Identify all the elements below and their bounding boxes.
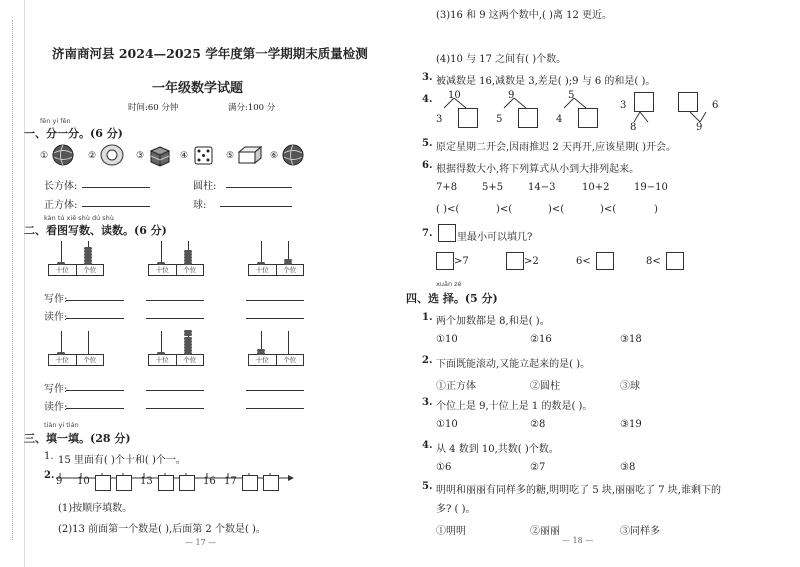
split-answer-box[interactable] xyxy=(678,92,698,112)
abacus-base xyxy=(48,354,104,366)
ones-place-label: 个位 xyxy=(183,266,197,274)
choice-option[interactable]: ③19 xyxy=(620,419,642,430)
split-answer-box[interactable] xyxy=(458,108,478,128)
number-ruler xyxy=(56,470,296,492)
s3-q1-number: 1. xyxy=(44,451,54,462)
abacus-bead xyxy=(57,352,65,355)
write-answer-line[interactable] xyxy=(66,291,124,301)
shape-marker: ⑥ xyxy=(270,151,279,161)
abacus-bead xyxy=(57,262,65,265)
choice-option[interactable]: ②圆柱 xyxy=(530,381,560,392)
ball-icon xyxy=(282,143,306,167)
section3-pinyin: tián yi tián xyxy=(44,421,79,429)
choice-option[interactable]: ③8 xyxy=(620,462,636,473)
q5-number: 5. xyxy=(422,138,433,149)
abacus-bead xyxy=(84,247,92,250)
q7-item-text: 8< xyxy=(646,256,661,267)
read-label: 读作: xyxy=(44,402,68,413)
choice-option[interactable]: ①明明 xyxy=(436,526,466,537)
right-page xyxy=(400,0,800,567)
cut-line xyxy=(12,20,13,540)
cube-label: 正方体: xyxy=(44,200,78,211)
ordering-slot[interactable]: )<( xyxy=(548,204,565,215)
shape-marker: ④ xyxy=(180,151,189,161)
ordering-slot[interactable]: ) xyxy=(654,204,658,215)
split-total: 9 xyxy=(508,90,515,101)
q6-number: 6. xyxy=(422,160,433,171)
q7-answer-box[interactable] xyxy=(596,252,614,270)
choice-number: 4. xyxy=(422,440,433,451)
abacus-bead xyxy=(257,349,265,352)
choice-question: 从 4 数到 10,共数( )个数。 xyxy=(436,444,559,455)
cylinder-answer-line[interactable] xyxy=(226,178,292,188)
abacus-base xyxy=(48,264,104,276)
read-answer-line[interactable] xyxy=(246,309,304,319)
ordering-slot[interactable]: ( )<( xyxy=(436,204,460,215)
abacus-bead xyxy=(184,333,192,336)
ordering-slot[interactable]: )<( xyxy=(600,204,617,215)
split-total: 10 xyxy=(448,90,461,101)
choice-question-cont: 多? ( )。 xyxy=(436,504,476,515)
abacus xyxy=(248,240,304,276)
abacus-bead xyxy=(284,259,292,262)
abacus xyxy=(48,240,104,276)
cuboid-label: 长方体: xyxy=(44,181,78,192)
abacus-rod xyxy=(288,331,289,355)
s3-q2-sub4: (4)10 与 17 之间有( )个数。 xyxy=(436,54,567,65)
split-part: 5 xyxy=(496,114,503,125)
abacus-bead xyxy=(284,262,292,265)
shape-marker: ⑤ xyxy=(226,151,235,161)
split-part: 6 xyxy=(712,100,719,111)
abacus-bead xyxy=(84,262,92,265)
q7-item-text: 6< xyxy=(576,256,591,267)
ones-place-label: 个位 xyxy=(283,266,297,274)
read-answer-line[interactable] xyxy=(146,309,204,319)
q7-box xyxy=(438,224,456,242)
s3-q2-sub1: (1)按顺序填数。 xyxy=(58,503,133,514)
shape-marker: ① xyxy=(40,151,49,161)
q7-item-text: >7 xyxy=(454,256,469,267)
ruler-answer-box[interactable] xyxy=(95,475,111,491)
box-icon xyxy=(238,143,262,167)
choice-question: 个位上是 9,十位上是 1 的数是( )。 xyxy=(436,401,593,412)
write-answer-line[interactable] xyxy=(246,291,304,301)
sphere-label: 球: xyxy=(193,200,207,211)
ones-place-label: 个位 xyxy=(83,266,97,274)
abacus-bead xyxy=(184,346,192,349)
expression: 10+2 xyxy=(582,182,610,193)
exam-time: 时间:60 分钟 xyxy=(128,103,179,113)
ruler-label: 13 xyxy=(140,476,153,487)
cuboid-answer-line[interactable] xyxy=(82,178,150,188)
abacus-bead xyxy=(157,352,165,355)
expression: 5+5 xyxy=(482,182,504,193)
abacus-bead xyxy=(184,262,192,265)
tens-place-label: 十位 xyxy=(149,355,177,365)
abacus-rod xyxy=(88,331,89,355)
write-label: 写作: xyxy=(44,294,68,305)
tape-roll-icon xyxy=(100,143,124,167)
abacus xyxy=(148,330,204,366)
choice-option[interactable]: ③球 xyxy=(620,381,640,392)
tens-place-label: 十位 xyxy=(49,355,77,365)
abacus-bead xyxy=(84,256,92,259)
read-answer-line[interactable] xyxy=(66,399,124,409)
section4-pinyin: xuǎn zé xyxy=(436,280,462,288)
expression: 7+8 xyxy=(436,182,458,193)
choice-option[interactable]: ②丽丽 xyxy=(530,526,560,537)
write-answer-line[interactable] xyxy=(146,381,204,391)
split-total: 8 xyxy=(630,122,637,133)
section2-pinyin: kàn tú xiě shù dú shù xyxy=(44,214,114,222)
q4-number: 4. xyxy=(422,94,433,105)
ruler-label: 9 xyxy=(56,476,63,487)
tens-place-label: 十位 xyxy=(49,265,77,275)
rubiks-cube-icon xyxy=(148,143,172,167)
choice-question: 下面既能滚动,又能立起来的是( )。 xyxy=(436,359,591,370)
section1-pinyin: fēn yi fēn xyxy=(40,117,71,125)
abacus-base xyxy=(148,264,204,276)
choice-option[interactable]: ③同样多 xyxy=(620,526,660,537)
shape-marker: ③ xyxy=(136,151,145,161)
exam-header-title: 济南商河县 2024—2025 学年度第一学期期末质量检测 xyxy=(52,46,368,61)
choice-option[interactable]: ③18 xyxy=(620,334,642,345)
exam-score: 满分:100 分 xyxy=(228,103,276,113)
choice-number: 3. xyxy=(422,397,433,408)
read-answer-line[interactable] xyxy=(246,399,304,409)
split-answer-box[interactable] xyxy=(518,108,538,128)
ruler-answer-box[interactable] xyxy=(242,475,258,491)
q5-text: 原定星期二开会,因雨推迟 2 天再开,应该星期( )开会。 xyxy=(436,142,677,153)
read-answer-line[interactable] xyxy=(66,309,124,319)
tens-place-label: 十位 xyxy=(249,355,277,365)
choice-number: 2. xyxy=(422,355,433,366)
read-answer-line[interactable] xyxy=(146,399,204,409)
q7-answer-box[interactable] xyxy=(436,252,454,270)
choice-option[interactable]: ②7 xyxy=(530,462,546,473)
page-number-right: — 18 — xyxy=(562,536,594,545)
choice-option[interactable]: ②16 xyxy=(530,334,552,345)
q7-text: 里最小可以填几? xyxy=(457,232,533,243)
abacus-bead xyxy=(184,250,192,253)
split-total: 9 xyxy=(696,122,703,133)
section3-title: 三、填一填。(28 分) xyxy=(24,432,131,445)
ruler-label: 10 xyxy=(77,476,90,487)
ruler-answer-box[interactable] xyxy=(179,475,195,491)
q6-text: 根据得数大小,将下列算式从小到大排列起来。 xyxy=(436,164,640,175)
s3-q2-sub3: (3)16 和 9 这两个数中,( )离 12 更近。 xyxy=(436,10,613,21)
q7-item-text: >2 xyxy=(524,256,539,267)
write-answer-line[interactable] xyxy=(246,381,304,391)
s3-q2-number: 2. xyxy=(44,470,55,481)
abacus xyxy=(248,330,304,366)
page-number-left: — 17 — xyxy=(185,538,217,547)
abacus-bead xyxy=(184,259,192,262)
s3-q1-text: 15 里面有( )个十和( )个一。 xyxy=(58,455,186,466)
split-total: 5 xyxy=(568,90,575,101)
split-part: 4 xyxy=(556,114,563,125)
abacus-bead xyxy=(184,330,192,333)
choice-option[interactable]: ①6 xyxy=(436,462,452,473)
ones-place-label: 个位 xyxy=(83,356,97,364)
q7-answer-box[interactable] xyxy=(666,252,684,270)
ones-place-label: 个位 xyxy=(183,356,197,364)
s3-q2-sub2: (2)13 前面第一个数是( ),后面第 2 个数是( )。 xyxy=(58,524,266,535)
choice-number: 5. xyxy=(422,481,433,492)
cylinder-label: 圆柱: xyxy=(193,181,217,192)
choice-question: 两个加数都是 8,和是( )。 xyxy=(436,316,550,327)
q7-answer-box[interactable] xyxy=(506,252,524,270)
binding-gutter xyxy=(0,0,25,567)
write-answer-line[interactable] xyxy=(146,291,204,301)
read-label: 读作: xyxy=(44,312,68,323)
shape-marker: ② xyxy=(88,151,97,161)
section2-title: 二、看图写数、读数。(6 分) xyxy=(24,224,167,237)
write-label: 写作: xyxy=(44,384,68,395)
expression: 14−3 xyxy=(528,182,556,193)
ruler-label: 16 xyxy=(203,476,216,487)
abacus-base xyxy=(248,354,304,366)
sphere-answer-line[interactable] xyxy=(220,197,292,207)
abacus-bead xyxy=(257,352,265,355)
abacus-bead xyxy=(184,349,192,352)
choice-option[interactable]: ①正方体 xyxy=(436,381,476,392)
q3-number: 3. xyxy=(422,72,433,83)
abacus-bead xyxy=(184,343,192,346)
ruler-answer-box[interactable] xyxy=(116,475,132,491)
abacus-bead xyxy=(184,352,192,355)
abacus-bead xyxy=(157,262,165,265)
q7-number: 7. xyxy=(422,228,433,239)
choice-option[interactable]: ①10 xyxy=(436,419,458,430)
choice-number: 1. xyxy=(422,312,433,323)
ruler-label: 17 xyxy=(224,476,237,487)
abacus-bead xyxy=(184,340,192,343)
tens-place-label: 十位 xyxy=(149,265,177,275)
q3-text: 被减数是 16,减数是 3,差是( );9 与 6 的和是( )。 xyxy=(436,76,656,87)
abacus xyxy=(148,240,204,276)
split-part: 3 xyxy=(436,114,443,125)
abacus-bead xyxy=(84,259,92,262)
dice-icon xyxy=(192,143,216,167)
abacus-bead xyxy=(184,256,192,259)
split-part: 3 xyxy=(620,100,627,111)
choice-option[interactable]: ①10 xyxy=(436,334,458,345)
abacus-base xyxy=(248,264,304,276)
write-answer-line[interactable] xyxy=(66,381,124,391)
abacus-bead xyxy=(257,262,265,265)
abacus xyxy=(48,330,104,366)
abacus-bead xyxy=(184,337,192,340)
split-answer-box[interactable] xyxy=(578,108,598,128)
ordering-slot[interactable]: )<( xyxy=(496,204,513,215)
tens-place-label: 十位 xyxy=(249,265,277,275)
ball-icon xyxy=(52,143,76,167)
exam-subtitle: 一年级数学试题 xyxy=(152,81,244,96)
ruler-answer-box[interactable] xyxy=(263,475,279,491)
expression: 19−10 xyxy=(634,182,668,193)
abacus-base xyxy=(148,354,204,366)
abacus-bead xyxy=(84,250,92,253)
split-answer-box[interactable] xyxy=(634,92,654,112)
abacus-bead xyxy=(184,253,192,256)
choice-question: 明明和丽丽有同样多的糖,明明吃了 5 块,丽丽吃了 7 块,谁剩下的 xyxy=(436,485,721,496)
section1-title: 一、分一分。(6 分) xyxy=(24,127,123,140)
ruler-answer-box[interactable] xyxy=(158,475,174,491)
section4-title: 四、选 择。(5 分) xyxy=(406,292,498,305)
choice-option[interactable]: ②8 xyxy=(530,419,546,430)
ones-place-label: 个位 xyxy=(283,356,297,364)
cube-answer-line[interactable] xyxy=(82,197,150,207)
abacus-bead xyxy=(84,253,92,256)
